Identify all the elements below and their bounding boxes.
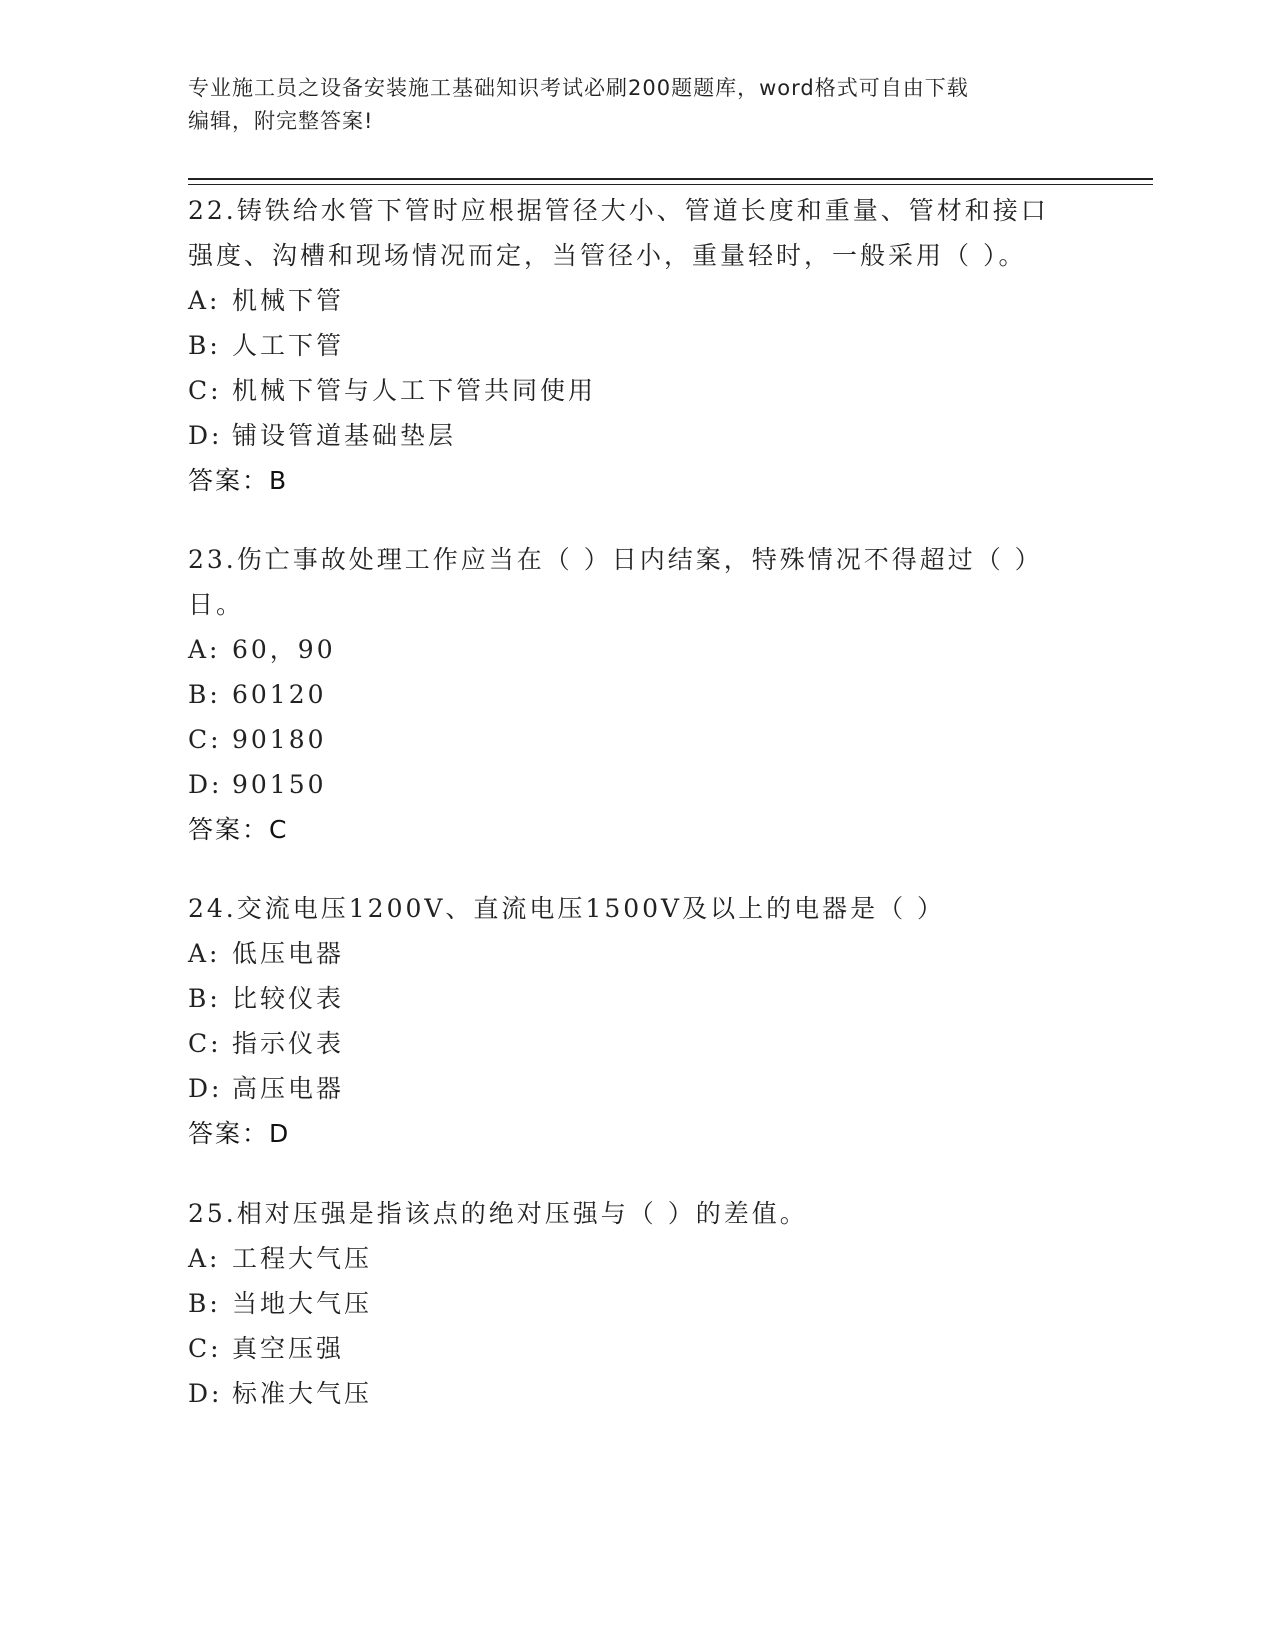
document-header	[188, 72, 1068, 138]
option-key: A:	[188, 1244, 221, 1273]
question-stem-line: 24.交流电压1200V、直流电压1500V及以上的电器是（ ）	[188, 894, 946, 923]
option-text: 标准大气压	[232, 1379, 373, 1408]
question-stem-line: 日。	[188, 590, 245, 619]
option-key: D:	[188, 1074, 223, 1103]
option-key: B:	[188, 331, 221, 360]
option-key: A:	[188, 939, 221, 968]
option-key: B:	[188, 1289, 221, 1318]
option-text: 90180	[232, 725, 327, 754]
question-22	[188, 188, 1068, 503]
option-key: B:	[188, 680, 221, 709]
option-a	[188, 1236, 1068, 1281]
option-text: 当地大气压	[232, 1289, 373, 1318]
option-text: 工程大气压	[232, 1244, 373, 1273]
option-d	[188, 762, 1068, 807]
option-text: 比较仪表	[232, 984, 345, 1013]
answer-line: 答案：C	[188, 815, 289, 844]
option-a	[188, 278, 1068, 323]
option-text: 60，90	[232, 635, 336, 664]
option-text: 真空压强	[232, 1334, 345, 1363]
option-text: 铺设管道基础垫层	[232, 421, 457, 450]
option-c	[188, 368, 1068, 413]
option-key: C:	[188, 1334, 222, 1363]
option-key: B:	[188, 984, 221, 1013]
header-divider-thick	[188, 178, 1153, 180]
option-key: D:	[188, 421, 223, 450]
option-text: 人工下管	[232, 331, 345, 360]
option-a	[188, 931, 1068, 976]
option-key: A:	[188, 635, 221, 664]
question-stem-line: 25.相对压强是指该点的绝对压强与（ ）的差值。	[188, 1199, 808, 1228]
option-text: 低压电器	[232, 939, 345, 968]
question-stem-line: 强度、沟槽和现场情况而定，当管径小，重量轻时，一般采用（ ）。	[188, 241, 1027, 270]
header-divider-thin	[188, 184, 1153, 185]
option-text: 机械下管与人工下管共同使用	[232, 376, 597, 405]
option-text: 高压电器	[232, 1074, 345, 1103]
question-23	[188, 537, 1068, 852]
question-24	[188, 886, 1068, 1156]
option-text: 60120	[232, 680, 327, 709]
option-d	[188, 1371, 1068, 1416]
option-text: 机械下管	[232, 286, 345, 315]
option-key: C:	[188, 725, 222, 754]
question-stem-line: 23.伤亡事故处理工作应当在（ ）日内结案，特殊情况不得超过（ ）	[188, 545, 1043, 574]
option-b	[188, 1281, 1068, 1326]
option-b	[188, 672, 1068, 717]
option-c	[188, 1326, 1068, 1371]
option-a	[188, 627, 1068, 672]
answer-line: 答案：B	[188, 466, 289, 495]
option-text: 90150	[232, 770, 327, 799]
header-line-1: 专业施工员之设备安装施工基础知识考试必刷200题题库，word格式可自由下载	[188, 76, 969, 100]
option-d	[188, 413, 1068, 458]
option-b	[188, 976, 1068, 1021]
answer-line: 答案：D	[188, 1119, 291, 1148]
option-d	[188, 1066, 1068, 1111]
question-25	[188, 1191, 1068, 1416]
option-key: C:	[188, 376, 222, 405]
option-key: D:	[188, 770, 223, 799]
option-c	[188, 1021, 1068, 1066]
option-b	[188, 323, 1068, 368]
option-c	[188, 717, 1068, 762]
option-key: D:	[188, 1379, 223, 1408]
option-key: C:	[188, 1029, 222, 1058]
header-line-2: 编辑，附完整答案!	[188, 109, 374, 133]
option-key: A:	[188, 286, 221, 315]
option-text: 指示仪表	[232, 1029, 345, 1058]
question-stem-line: 22.铸铁给水管下管时应根据管径大小、管道长度和重量、管材和接口	[188, 196, 1049, 225]
